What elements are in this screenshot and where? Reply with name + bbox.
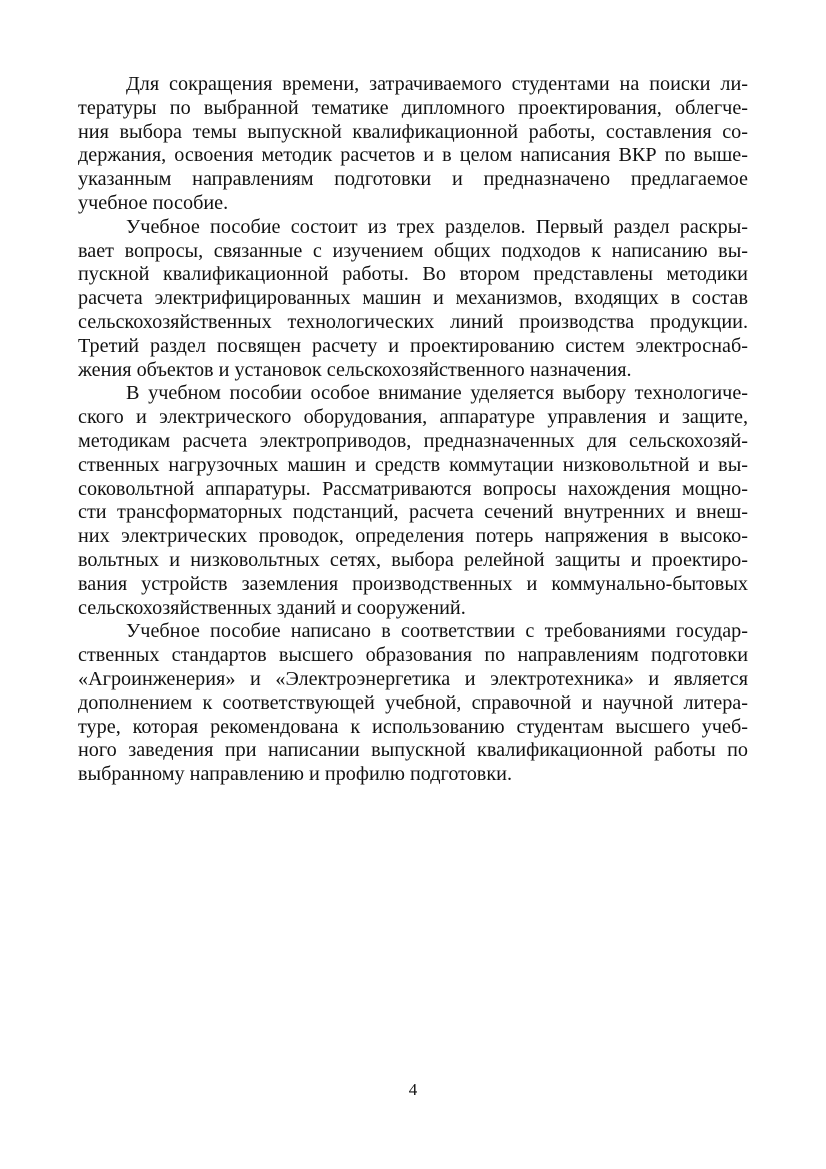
text-line: ственных нагрузочных машин и средств коммутации низковольтной и вы-: [78, 453, 748, 476]
text-line: расчета электрифицированных машин и механизмов, входящих в состав: [78, 287, 748, 310]
text-line: методикам расчета электроприводов, предназначенных для сельскохозяй-: [78, 429, 748, 452]
text-line: Учебное пособие состоит из трех разделов. Первый раздел раскры-: [126, 215, 748, 238]
paragraph-3: [78, 382, 748, 620]
text-line: ского и электрического оборудования, аппаратуре управления и защите,: [78, 406, 748, 429]
page-number: 4: [408, 1080, 418, 1099]
text-line: учебное пособие.: [78, 191, 229, 214]
text-line: соковольтной аппаратуры. Рассматриваются вопросы нахождения мощно-: [78, 477, 748, 500]
text-line: сельскохозяйственных технологических линий производства продукции.: [78, 310, 748, 333]
text-line: выбранному направлению и профилю подготовки.: [78, 763, 513, 786]
text-line: дополнением к соответствующей учебной, справочной и научной литера-: [78, 691, 748, 714]
text-line: вольтных и низковольтных сетях, выбора релейной защиты и проектиро-: [78, 548, 748, 571]
text-line: сти трансформаторных подстанций, расчета сечений внутренних и внеш-: [78, 501, 748, 524]
text-line: ния выбора темы выпускной квалификационной работы, составления со-: [78, 120, 748, 143]
text-line: Третий раздел посвящен расчету и проектированию систем электроснаб-: [78, 334, 748, 357]
text-line: В учебном пособии особое внимание уделяется выбору технологиче-: [126, 382, 748, 405]
text-line: туре, которая рекомендована к использованию студентам высшего учеб-: [78, 715, 748, 738]
text-line: вания устройств заземления производственных и коммунально-бытовых: [78, 572, 748, 595]
text-line: тературы по выбранной тематике дипломного проектирования, облегче-: [78, 96, 748, 119]
text-line: Учебное пособие написано в соответствии с требованиями государ-: [126, 620, 748, 643]
text-line: указанным направлениям подготовки и предназначено предлагаемое: [78, 168, 748, 191]
text-line: ственных стандартов высшего образования по направлениям подготовки: [78, 644, 748, 667]
text-line: сельскохозяйственных зданий и сооружений.: [78, 596, 466, 619]
text-line: ного заведения при написании выпускной квалификационной работы по: [78, 739, 748, 762]
text-line: них электрических проводок, определения потерь напряжения в высоко-: [78, 525, 748, 548]
text-line: пускной квалификационной работы. Во втором представлены методики: [78, 263, 748, 286]
text-line: вает вопросы, связанные с изучением общих подходов к написанию вы-: [78, 239, 748, 262]
body-text: [78, 73, 748, 787]
text-line: Для сокращения времени, затрачиваемого студентами на поиски ли-: [126, 73, 748, 95]
paragraph-1: [78, 73, 748, 216]
text-line: держания, освоения методик расчетов и в целом написания ВКР по выше-: [78, 144, 748, 167]
text-line: «Агроинженерия» и «Электроэнергетика и электротехника» и является: [78, 667, 748, 690]
paragraph-2: [78, 216, 748, 383]
paragraph-4: [78, 620, 748, 787]
text-line: жения объектов и установок сельскохозяйственного назначения.: [78, 358, 632, 381]
